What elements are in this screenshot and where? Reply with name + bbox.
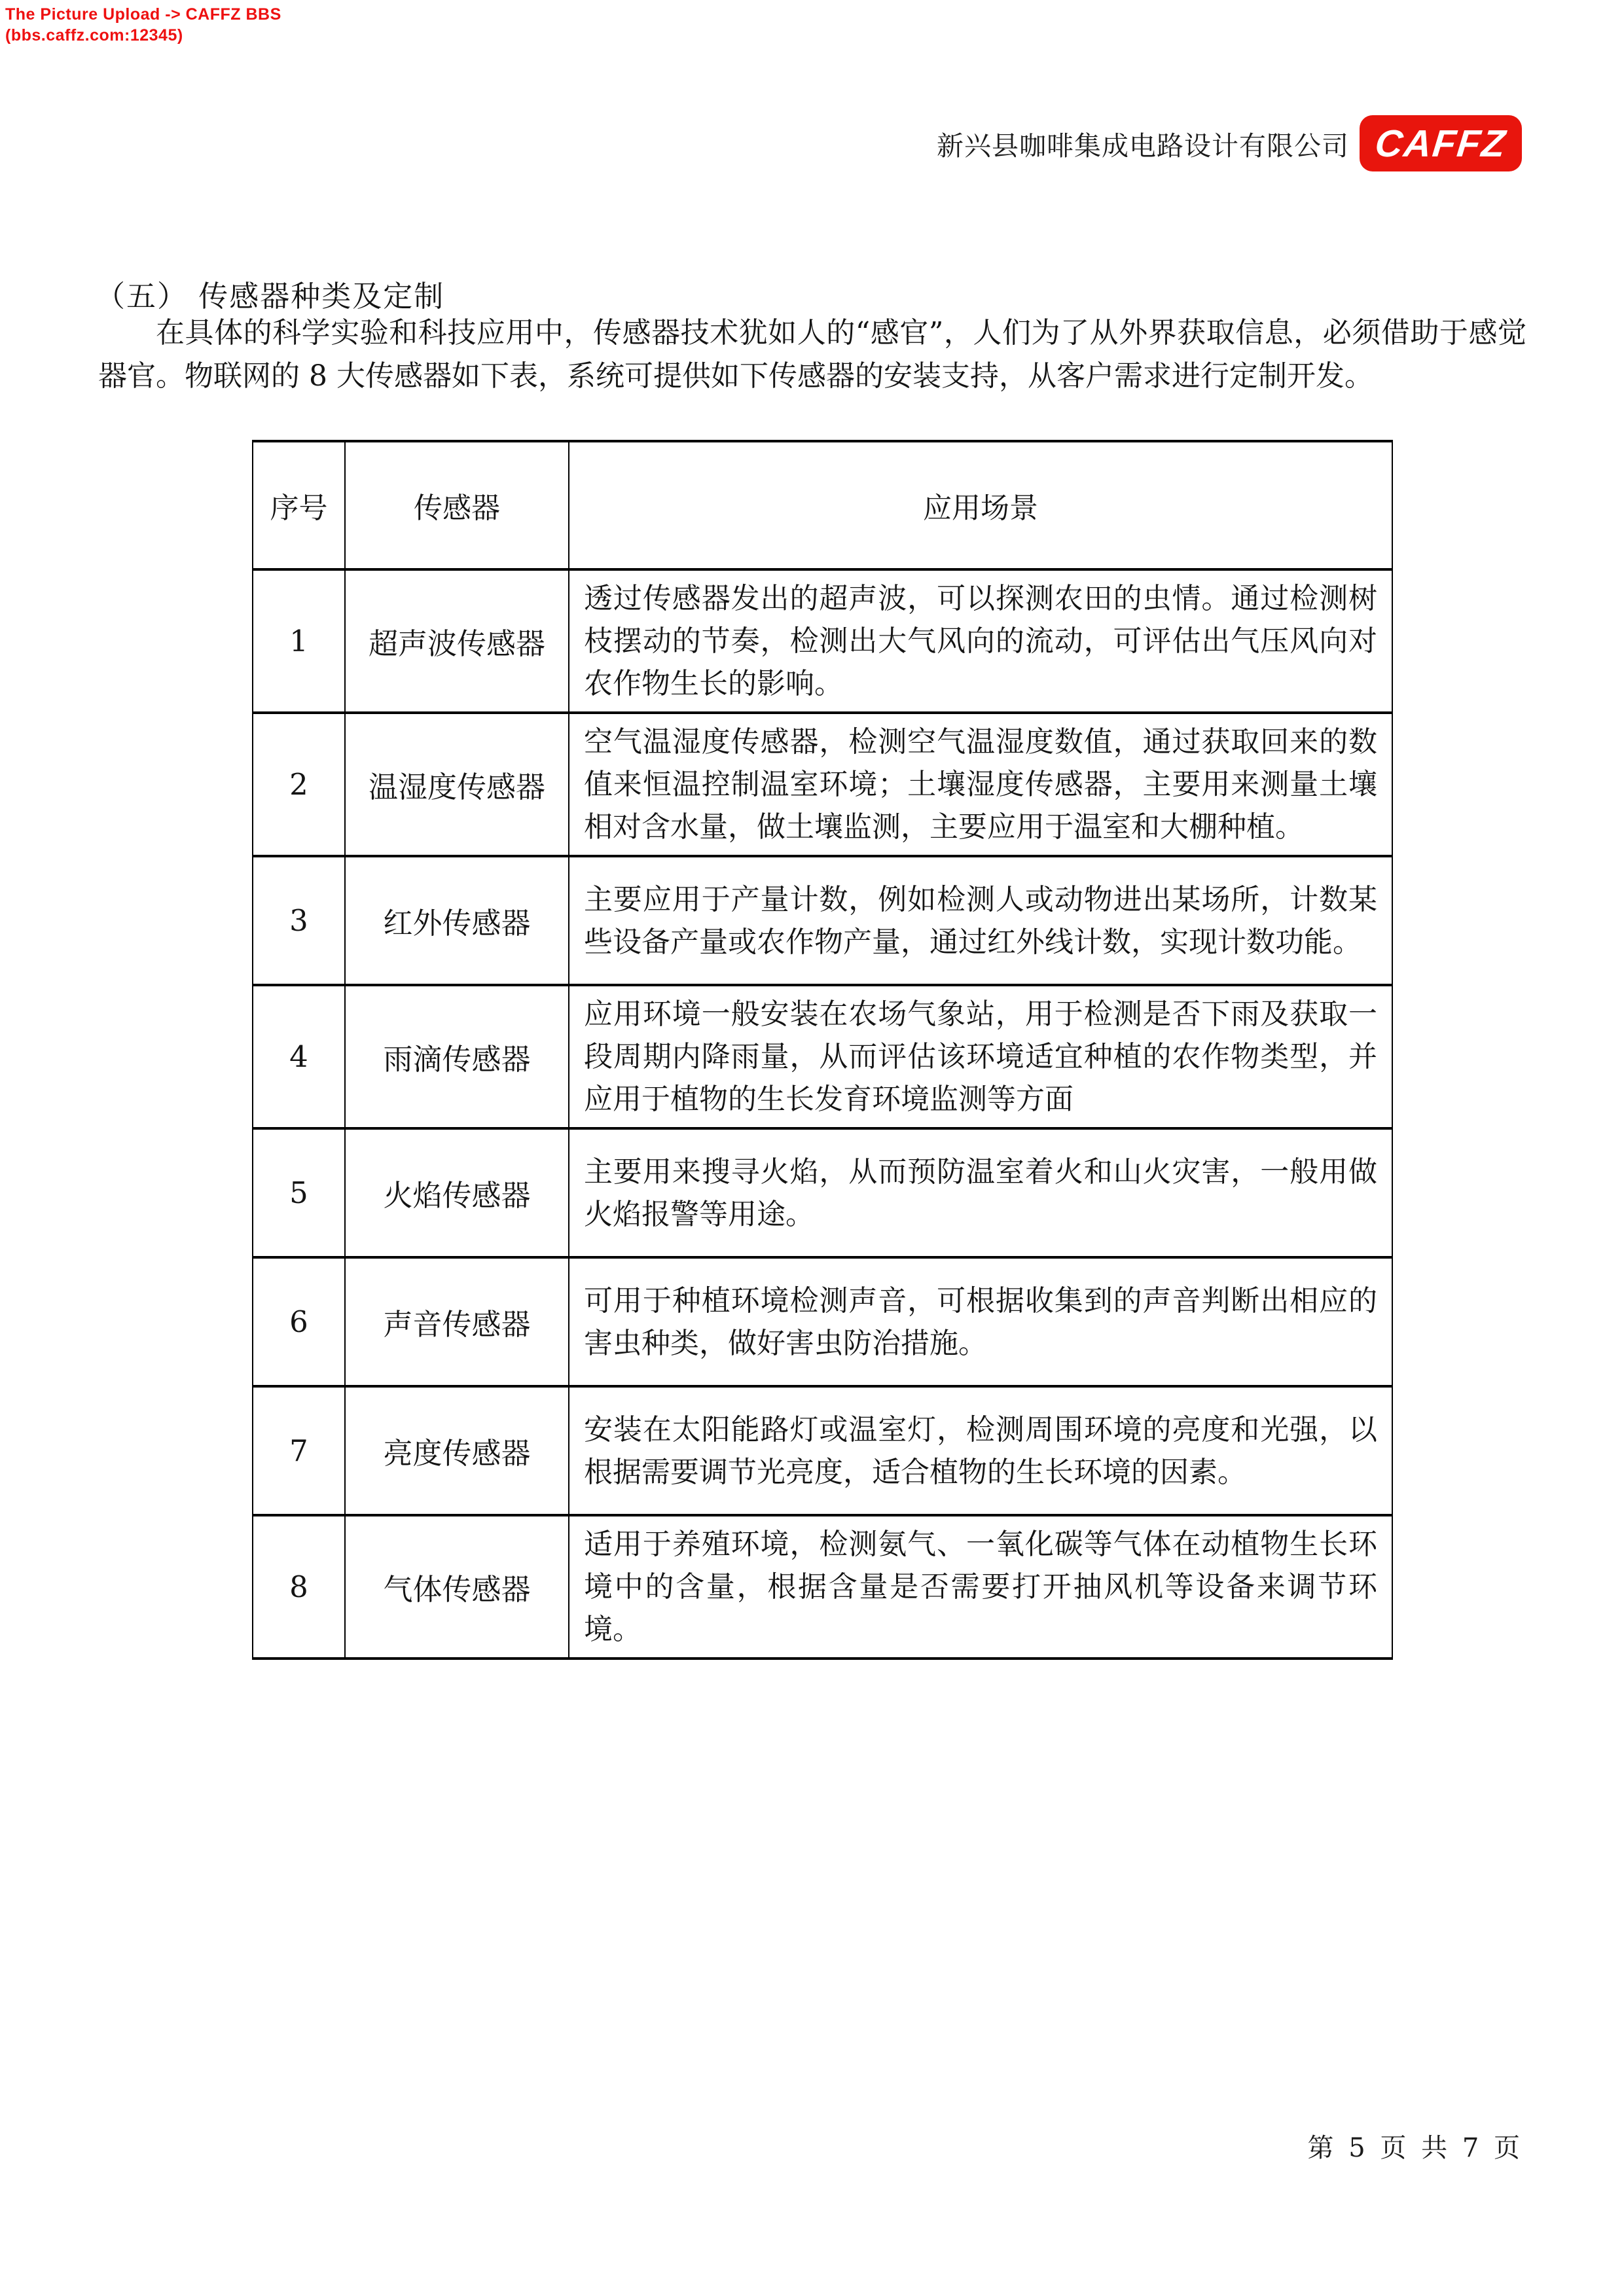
table-row <box>253 1128 1392 1257</box>
application-scene: 应用环境一般安装在农场气象站，用于检测是否下雨及获取一段周期内降雨量，从而评估该环境适宜种植的农作物类型，并应用于植物的生长发育环境监测等方面 <box>569 985 1392 1128</box>
row-number: 1 <box>253 569 345 713</box>
application-scene: 主要应用于产量计数，例如检测人或动物进出某场所，计数某些设备产量或农作物产量，通过红外线计数，实现计数功能。 <box>569 856 1392 985</box>
upload-stamp-line1: The Picture Upload -> CAFFZ BBS <box>5 5 281 24</box>
table-row <box>253 569 1392 713</box>
row-number: 2 <box>253 713 345 856</box>
company-name: 新兴县咖啡集成电路设计有限公司 <box>937 130 1349 162</box>
table-row <box>253 985 1392 1128</box>
table-row <box>253 713 1392 856</box>
row-number: 4 <box>253 985 345 1128</box>
row-number: 6 <box>253 1257 345 1386</box>
application-scene: 适用于养殖环境，检测氨气、一氧化碳等气体在动植物生长环境中的含量，根据含量是否需要打开抽风机等设备来调节环境。 <box>569 1515 1392 1659</box>
application-scene: 透过传感器发出的超声波，可以探测农田的虫情。通过检测树枝摆动的节奏，检测出大气风向的流动，可评估出气压风向对农作物生长的影响。 <box>569 569 1392 713</box>
table-header-row <box>253 441 1392 569</box>
sensor-name: 亮度传感器 <box>345 1386 569 1515</box>
row-number: 7 <box>253 1386 345 1515</box>
application-scene: 空气温湿度传感器，检测空气温湿度数值，通过获取回来的数值来恒温控制温室环境；土壤湿度传感器，主要用来测量土壤相对含水量，做土壤监测，主要应用于温室和大棚种植。 <box>569 713 1392 856</box>
sensor-table <box>252 440 1393 1660</box>
table-row <box>253 856 1392 985</box>
intro-paragraph: 在具体的科学实验和科技应用中，传感器技术犹如人的“感官”，人们为了从外界获取信息，必须借助于感觉器官。物联网的 8 大传感器如下表，系统可提供如下传感器的安装支持，从客户需求进行定制开发。 <box>98 316 1526 393</box>
application-scene: 安装在太阳能路灯或温室灯，检测周围环境的亮度和光强，以根据需要调节光亮度，适合植物的生长环境的因素。 <box>569 1386 1392 1515</box>
page-number: 第 5 页 共 7 页 <box>1307 2133 1523 2163</box>
sensor-name: 雨滴传感器 <box>345 985 569 1128</box>
application-scene: 可用于种植环境检测声音，可根据收集到的声音判断出相应的害虫种类，做好害虫防治措施。 <box>569 1257 1392 1386</box>
column-header-no: 序号 <box>253 441 345 569</box>
column-header-sensor: 传感器 <box>345 441 569 569</box>
table-row <box>253 1386 1392 1515</box>
sensor-name: 超声波传感器 <box>345 569 569 713</box>
sensor-name: 火焰传感器 <box>345 1128 569 1257</box>
row-number: 3 <box>253 856 345 985</box>
caffz-logo-icon <box>1360 115 1522 171</box>
sensor-name: 温湿度传感器 <box>345 713 569 856</box>
caffz-logo-text: CAFFZ <box>1373 122 1509 165</box>
table-row <box>253 1515 1392 1659</box>
row-number: 8 <box>253 1515 345 1659</box>
upload-stamp <box>5 4 281 46</box>
sensor-name: 红外传感器 <box>345 856 569 985</box>
sensor-name: 声音传感器 <box>345 1257 569 1386</box>
section-heading: （五） 传感器种类及定制 <box>96 279 445 314</box>
page-header <box>937 115 1522 171</box>
upload-stamp-line2: (bbs.caffz.com:12345) <box>5 26 183 45</box>
application-scene: 主要用来搜寻火焰，从而预防温室着火和山火灾害，一般用做火焰报警等用途。 <box>569 1128 1392 1257</box>
table-row <box>253 1257 1392 1386</box>
row-number: 5 <box>253 1128 345 1257</box>
column-header-scene: 应用场景 <box>569 441 1392 569</box>
sensor-name: 气体传感器 <box>345 1515 569 1659</box>
